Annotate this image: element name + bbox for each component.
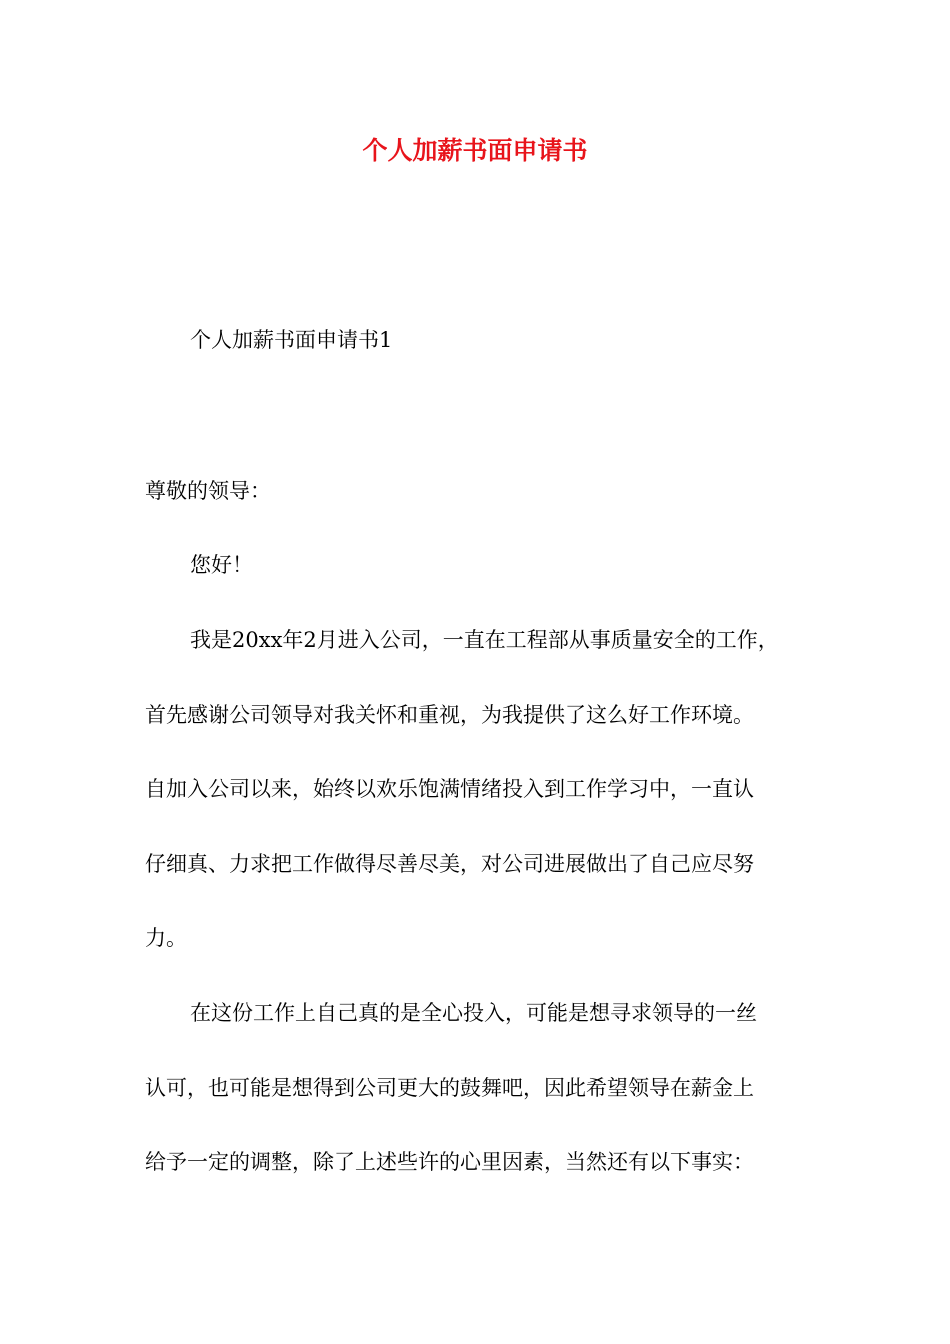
document-title: 个人加薪书面申请书 xyxy=(362,136,588,165)
paragraph-line: 在这份工作上自己真的是全心投入，可能是想寻求领导的一丝 xyxy=(190,1001,757,1025)
section-heading: 个人加薪书面申请书1 xyxy=(190,328,393,352)
greeting: 您好！ xyxy=(190,553,253,577)
paragraph-line: 自加入公司以来，始终以欢乐饱满情绪投入到工作学习中，一直认 xyxy=(145,777,754,801)
paragraph-line: 认可，也可能是想得到公司更大的鼓舞吧，因此希望领导在薪金上 xyxy=(145,1075,754,1100)
paragraph-line: 给予一定的调整，除了上述些许的心里因素，当然还有以下事实： xyxy=(145,1150,754,1174)
paragraph-line: 我是20xx年2月进入公司，一直在工程部从事质量安全的工作， xyxy=(190,628,779,652)
paragraph-1 xyxy=(145,603,810,976)
paragraph-line: 力。 xyxy=(145,926,187,950)
paragraph-2 xyxy=(145,976,810,1200)
salutation: 尊敬的领导： xyxy=(145,479,271,503)
paragraph-line: 首先感谢公司领导对我关怀和重视，为我提供了这么好工作环境。 xyxy=(145,702,754,727)
paragraph-line: 仔细真、力求把工作做得尽善尽美，对公司进展做出了自己应尽努 xyxy=(145,851,754,876)
